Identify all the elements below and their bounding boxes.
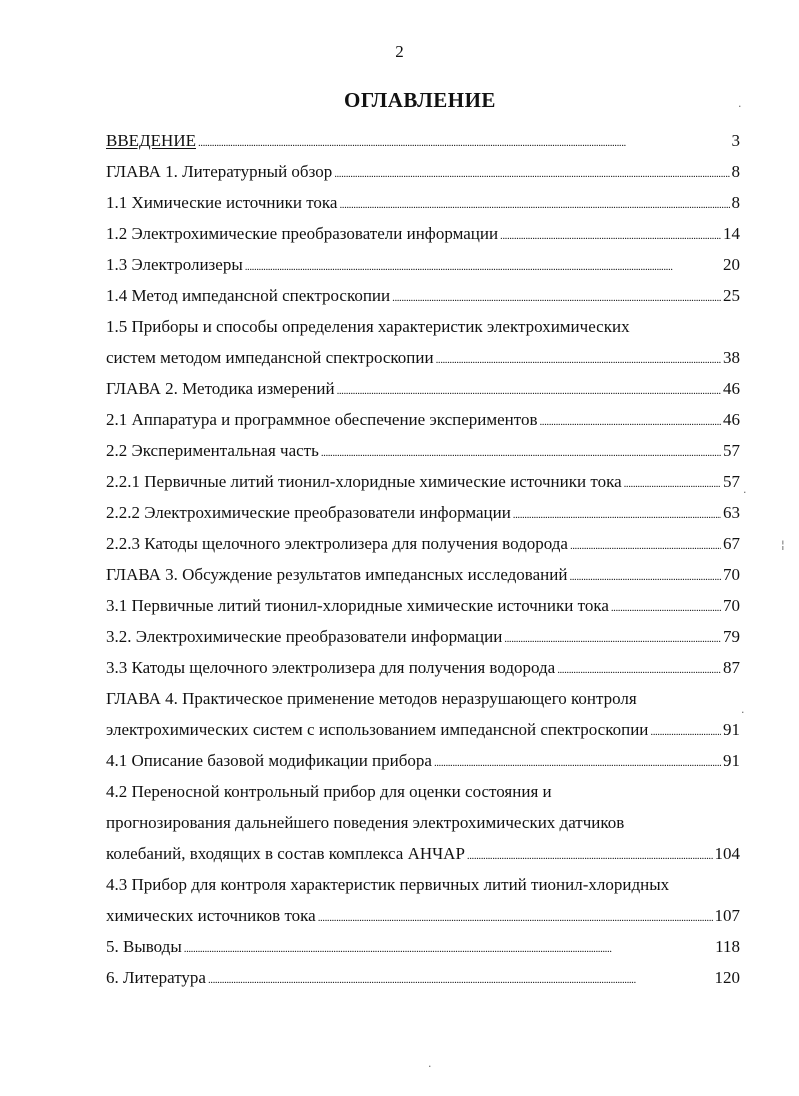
scan-speck: ¦ xyxy=(781,538,785,551)
toc-entry-page: 87 xyxy=(723,658,740,677)
toc-entry-title: 2.2 Экспериментальная часть xyxy=(106,441,319,460)
toc-entry-title: 2.2.3 Катоды щелочного электролизера для получения водорода xyxy=(106,534,568,553)
toc-entry-title: ГЛАВА 1. Литературный обзор xyxy=(106,162,333,181)
toc-entry-title: 1.2 Электрохимические преобразователи информации xyxy=(106,224,499,243)
toc-entry-title: ВВЕДЕНИЕ xyxy=(106,131,196,150)
toc-line xyxy=(106,218,740,249)
toc-entry[interactable] xyxy=(106,590,740,621)
toc-dot-leader xyxy=(434,745,721,779)
toc-entry-title: химических источников тока xyxy=(106,906,316,925)
scan-speck: · xyxy=(738,100,742,113)
toc-line xyxy=(106,559,740,590)
toc-entry[interactable] xyxy=(106,156,740,187)
toc-dot-leader xyxy=(570,528,721,562)
toc-entry-page: 67 xyxy=(723,534,740,553)
toc-entry[interactable] xyxy=(106,497,740,528)
toc-entry[interactable] xyxy=(106,187,740,218)
page-number: 2 xyxy=(395,42,404,61)
toc-entry-title: 1.3 Электролизеры xyxy=(106,255,243,274)
toc-line xyxy=(106,931,740,962)
toc-line xyxy=(106,466,740,497)
toc-dot-leader xyxy=(334,156,729,190)
toc-entry-title: 2.2.1 Первичные литий тионил-хлоридные химические источники тока xyxy=(106,472,622,491)
toc-entry-title: электрохимических систем с использованием импедансной спектроскопии xyxy=(106,720,649,739)
toc-dot-leader xyxy=(557,652,721,686)
scan-speck: · xyxy=(743,486,747,499)
toc-entry-page: 25 xyxy=(723,286,740,305)
toc-line xyxy=(106,590,740,621)
toc-entry-title: 5. Выводы xyxy=(106,937,182,956)
toc-entry[interactable] xyxy=(106,125,740,156)
toc-entry[interactable] xyxy=(106,280,740,311)
toc-line xyxy=(106,342,740,373)
toc-entry-title: 2.1 Аппаратура и программное обеспечение экспериментов xyxy=(106,410,538,429)
toc-dot-leader xyxy=(504,621,721,655)
toc-line xyxy=(106,838,740,869)
toc-dot-leader xyxy=(198,125,730,159)
toc-entry-title: 1.4 Метод импедансной спектроскопии xyxy=(106,286,391,305)
toc-dot-leader xyxy=(321,435,721,469)
toc-entry-page: 91 xyxy=(723,751,740,770)
toc-entry-page: 91 xyxy=(723,720,740,739)
toc-line xyxy=(106,962,740,993)
toc-dot-leader xyxy=(569,559,721,593)
toc-line xyxy=(106,156,740,187)
toc-entry-page: 57 xyxy=(723,472,740,491)
toc-dot-leader xyxy=(337,373,721,407)
toc-dot-leader xyxy=(318,900,713,934)
toc-entry-title: 3.3 Катоды щелочного электролизера для получения водорода xyxy=(106,658,556,677)
toc-entry-title: 2.2.2 Электрохимические преобразователи информации xyxy=(106,503,511,522)
toc-dot-leader xyxy=(436,342,721,376)
toc-line xyxy=(106,249,740,280)
toc-entry[interactable] xyxy=(106,962,740,993)
toc-entry-page: 14 xyxy=(723,224,740,243)
toc-entry-title: 3.2. Электрохимические преобразователи информации xyxy=(106,627,503,646)
toc-line xyxy=(106,497,740,528)
toc-entry-wrapped-line: 1.5 Приборы и способы определения характеристик электрохимических xyxy=(106,317,630,336)
toc-entry-page: 120 xyxy=(714,968,740,987)
toc-line xyxy=(106,900,740,931)
toc-entry[interactable] xyxy=(106,435,740,466)
toc-line xyxy=(106,528,740,559)
toc-line xyxy=(106,187,740,218)
toc-dot-leader xyxy=(208,962,713,996)
toc-line xyxy=(106,745,740,776)
toc-dot-leader xyxy=(184,931,713,965)
scan-speck: · xyxy=(741,706,745,719)
toc-entry-page: 38 xyxy=(723,348,740,367)
toc-entry[interactable] xyxy=(106,776,740,869)
toc-entry-page: 70 xyxy=(723,565,740,584)
toc-dot-leader xyxy=(650,714,721,748)
toc-entry-title: систем методом импедансной спектроскопии xyxy=(106,348,434,367)
toc-line xyxy=(106,280,740,311)
toc-entry-page: 8 xyxy=(731,162,740,181)
toc-entry[interactable] xyxy=(106,218,740,249)
toc-entry[interactable] xyxy=(106,373,740,404)
toc-entry-title: ГЛАВА 2. Методика измерений xyxy=(106,379,335,398)
toc-dot-leader xyxy=(467,838,713,872)
toc-entry-page: 3 xyxy=(731,131,740,150)
toc-entry-title: ГЛАВА 3. Обсуждение результатов импедансных исследований xyxy=(106,565,568,584)
toc-entry[interactable] xyxy=(106,652,740,683)
toc-dot-leader xyxy=(392,280,721,314)
toc-entry-page: 46 xyxy=(723,410,740,429)
toc-line xyxy=(106,125,740,156)
toc-entry-wrapped-line: прогнозирования дальнейшего поведения электрохимических датчиков xyxy=(106,813,625,832)
toc-line xyxy=(106,621,740,652)
toc-entry[interactable] xyxy=(106,869,740,931)
toc-dot-leader xyxy=(624,466,721,500)
toc-dot-leader xyxy=(540,404,722,438)
toc-entry[interactable] xyxy=(106,249,740,280)
toc-entry[interactable] xyxy=(106,528,740,559)
toc-line xyxy=(106,652,740,683)
toc-line xyxy=(106,404,740,435)
toc-dot-leader xyxy=(513,497,721,531)
toc-entry-page: 107 xyxy=(714,906,740,925)
toc-entry[interactable] xyxy=(106,683,740,745)
toc-entry[interactable] xyxy=(106,466,740,497)
toc-entry-wrapped-line: ГЛАВА 4. Практическое применение методов неразрушающего контроля xyxy=(106,689,637,708)
toc-entry-page: 79 xyxy=(723,627,740,646)
toc-entry-wrapped-line: 4.2 Переносной контрольный прибор для оценки состояния и xyxy=(106,782,552,801)
toc-entry-title: колебаний, входящих в состав комплекса АНЧАР xyxy=(106,844,465,863)
toc-entry[interactable] xyxy=(106,621,740,652)
toc-entry[interactable] xyxy=(106,931,740,962)
toc-entry-title: 1.1 Химические источники тока xyxy=(106,193,338,212)
toc-entry-page: 8 xyxy=(731,193,740,212)
toc-dot-leader xyxy=(339,187,729,221)
toc-entry[interactable] xyxy=(106,559,740,590)
page-title: ОГЛАВЛЕНИЕ xyxy=(344,88,496,112)
toc-entry-page: 57 xyxy=(723,441,740,460)
toc-entry-title: 6. Литература xyxy=(106,968,206,987)
toc-entry[interactable] xyxy=(106,311,740,373)
toc-entry-wrapped-line: 4.3 Прибор для контроля характеристик первичных литий тионил-хлоридных xyxy=(106,875,670,894)
toc-entry-page: 70 xyxy=(723,596,740,615)
table-of-contents xyxy=(106,125,740,993)
toc-dot-leader xyxy=(500,218,721,252)
toc-entry-page: 63 xyxy=(723,503,740,522)
scan-speck: · xyxy=(428,1060,432,1073)
toc-entry-title: 3.1 Первичные литий тионил-хлоридные химические источники тока xyxy=(106,596,609,615)
toc-entry[interactable] xyxy=(106,404,740,435)
toc-entry-page: 104 xyxy=(714,844,740,863)
toc-line xyxy=(106,714,740,745)
toc-dot-leader xyxy=(245,249,721,283)
toc-entry[interactable] xyxy=(106,745,740,776)
toc-entry-page: 46 xyxy=(723,379,740,398)
toc-entry-page: 20 xyxy=(723,255,740,274)
toc-dot-leader xyxy=(611,590,721,624)
toc-entry-title: 4.1 Описание базовой модификации прибора xyxy=(106,751,432,770)
toc-line xyxy=(106,435,740,466)
toc-entry-page: 118 xyxy=(715,937,740,956)
toc-line xyxy=(106,373,740,404)
